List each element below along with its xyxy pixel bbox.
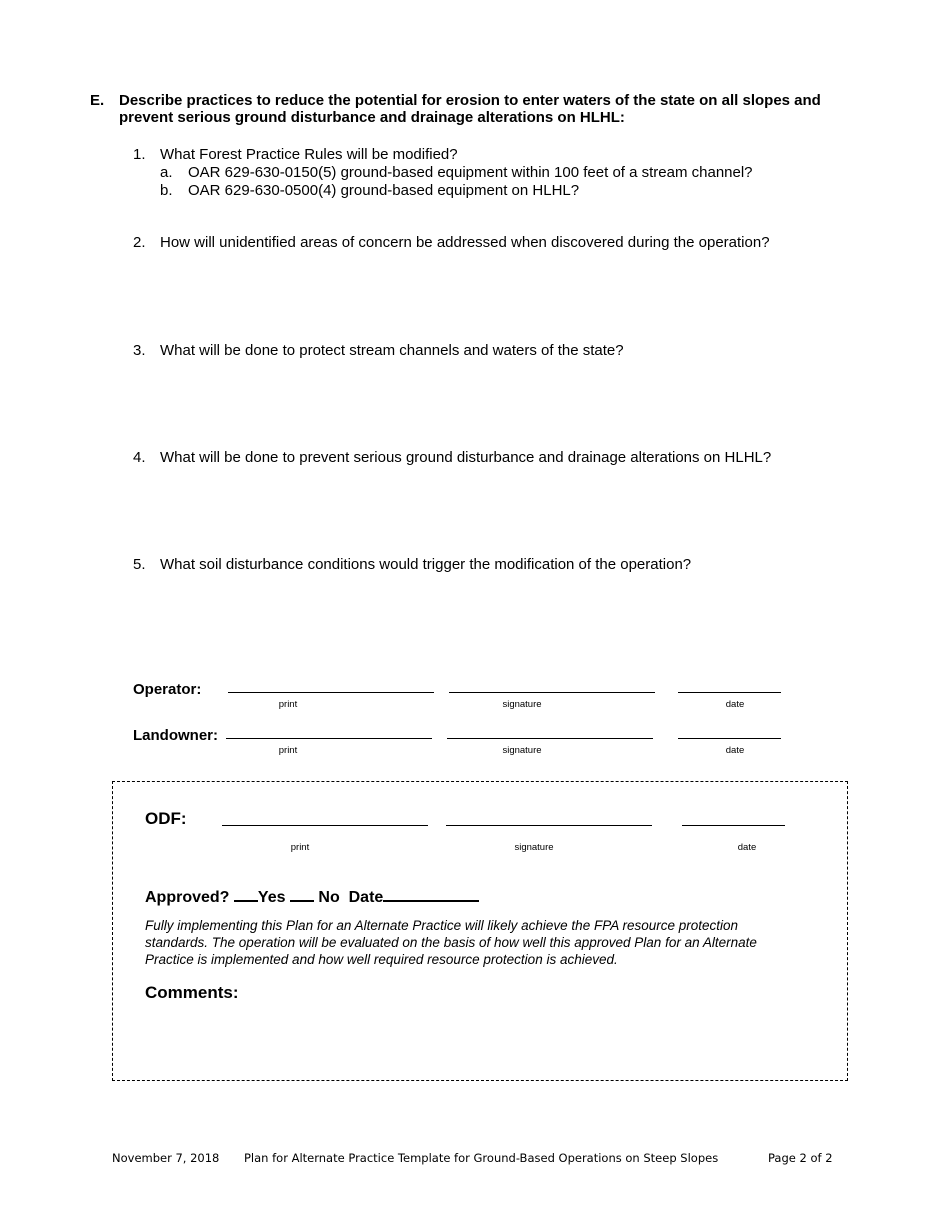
no-blank[interactable] [290, 886, 314, 902]
question-5-number: 5. [133, 556, 146, 573]
question-4-number: 4. [133, 449, 146, 466]
operator-date-caption: date [725, 699, 745, 710]
sub-item-b-letter: b. [160, 182, 173, 199]
question-5-text: What soil disturbance conditions would trigger the modification of the operation? [160, 556, 692, 573]
odf-print-caption: print [290, 842, 310, 853]
approval-date-label: Date [348, 889, 384, 906]
landowner-signature-caption: signature [502, 745, 542, 756]
odf-signature-caption: signature [514, 842, 554, 853]
approval-date-blank[interactable] [383, 886, 479, 902]
comments-label: Comments: [145, 983, 239, 1002]
sub-item-a-letter: a. [160, 164, 173, 181]
operator-signature-line[interactable] [449, 692, 655, 693]
operator-print-caption: print [278, 699, 298, 710]
landowner-print-line[interactable] [226, 738, 432, 739]
odf-label: ODF: [145, 809, 187, 828]
sub-item-b-text: OAR 629-630-0500(4) ground-based equipment on HLHL? [188, 182, 580, 199]
landowner-label: Landowner: [133, 727, 218, 744]
landowner-date-caption: date [725, 745, 745, 756]
odf-date-line[interactable] [682, 825, 785, 826]
comments-area[interactable] [145, 1008, 835, 1070]
odf-date-caption: date [737, 842, 757, 853]
no-label: No [318, 889, 340, 906]
question-2-number: 2. [133, 234, 146, 251]
section-heading: Describe practices to reduce the potential for erosion to enter waters of the state on all slopes and prevent serious ground disturbance and drainage alterations on HLHL: [119, 92, 821, 126]
question-2-text: How will unidentified areas of concern be addressed when discovered during the operation? [160, 234, 770, 251]
operator-date-line[interactable] [678, 692, 781, 693]
sub-item-a-text: OAR 629-630-0150(5) ground-based equipment within 100 feet of a stream channel? [188, 164, 753, 181]
odf-signature-line[interactable] [446, 825, 652, 826]
approval-line [145, 886, 479, 907]
yes-blank[interactable] [234, 886, 258, 902]
landowner-print-caption: print [278, 745, 298, 756]
question-1-text: What Forest Practice Rules will be modified? [160, 146, 458, 163]
question-3-number: 3. [133, 342, 146, 359]
landowner-date-line[interactable] [678, 738, 781, 739]
footer-page-number: Page 2 of 2 [768, 1151, 833, 1165]
question-3-text: What will be done to protect stream channels and waters of the state? [160, 342, 624, 359]
yes-label: Yes [257, 889, 286, 906]
operator-signature-caption: signature [502, 699, 542, 710]
footer-date: November 7, 2018 [112, 1151, 220, 1165]
approved-label: Approved? [145, 889, 230, 906]
operator-print-line[interactable] [228, 692, 434, 693]
question-1-number: 1. [133, 146, 146, 163]
question-4-text: What will be done to prevent serious ground disturbance and drainage alterations on HLHL? [160, 449, 772, 466]
evaluation-statement: Fully implementing this Plan for an Alternate Practice will likely achieve the FPA resource protection standards. The operation will be evaluated on the basis of how well this approved Plan for an Alternate Practice is implemented and how well required resource protection is achieved. [145, 918, 757, 967]
footer-title: Plan for Alternate Practice Template for Ground-Based Operations on Steep Slopes [244, 1151, 719, 1165]
landowner-signature-line[interactable] [447, 738, 653, 739]
operator-label: Operator: [133, 681, 202, 698]
section-letter: E. [90, 92, 105, 109]
odf-print-line[interactable] [222, 825, 428, 826]
